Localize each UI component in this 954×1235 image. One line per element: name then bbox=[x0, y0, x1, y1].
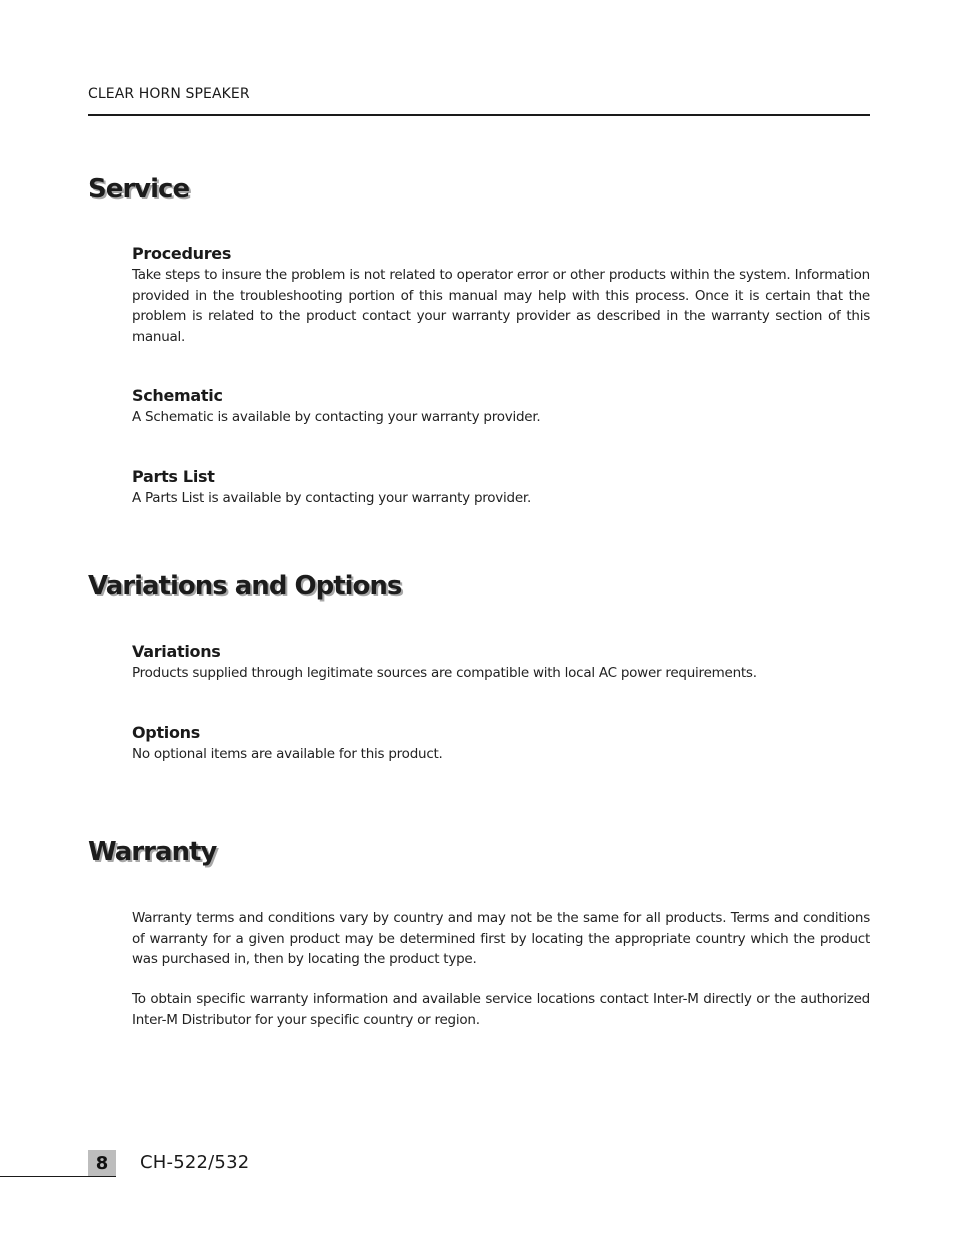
schematic-text: A Schematic is available by contacting your warranty provider. bbox=[132, 409, 541, 425]
warranty-paragraph-1: Warranty terms and conditions vary by country and may not be the same for all products. Terms and conditions of warranty for a given product may be determined first by locating the appropriate country which the product was purchased in, then by locating the product type. bbox=[132, 910, 870, 967]
parts-list-text: A Parts List is available by contacting your warranty provider. bbox=[132, 490, 532, 506]
warranty-paragraph-2: To obtain specific warranty information and available service locations contact Inter-M directly or the authorized Inter-M Distributor for your specific country or region. bbox=[132, 991, 870, 1028]
variations-text: Products supplied through legitimate sources are compatible with local AC power requirements. bbox=[132, 665, 757, 681]
header-divider bbox=[88, 114, 870, 116]
page-number: 8 bbox=[88, 1150, 116, 1177]
running-header: CLEAR HORN SPEAKER bbox=[88, 86, 250, 102]
footer-divider bbox=[0, 1176, 116, 1177]
variations-options-title: Variations and Options bbox=[88, 571, 402, 601]
procedures-text: Take steps to insure the problem is not related to operator error or other products within the system. Information provided in the troubleshooting portion of this manual may help with this process. Once it is certain that the problem is related to the product contact your warranty provider as described in the warranty section of this manual. bbox=[132, 267, 870, 345]
options-heading: Options bbox=[132, 723, 200, 742]
options-text: No optional items are available for this product. bbox=[132, 746, 443, 762]
parts-list-heading: Parts List bbox=[132, 467, 215, 486]
warranty-title: Warranty bbox=[88, 837, 217, 867]
variations-heading: Variations bbox=[132, 642, 221, 661]
procedures-heading: Procedures bbox=[132, 244, 232, 263]
service-title: Service bbox=[88, 174, 190, 204]
model-number: CH-522/532 bbox=[140, 1152, 250, 1173]
schematic-heading: Schematic bbox=[132, 386, 223, 405]
